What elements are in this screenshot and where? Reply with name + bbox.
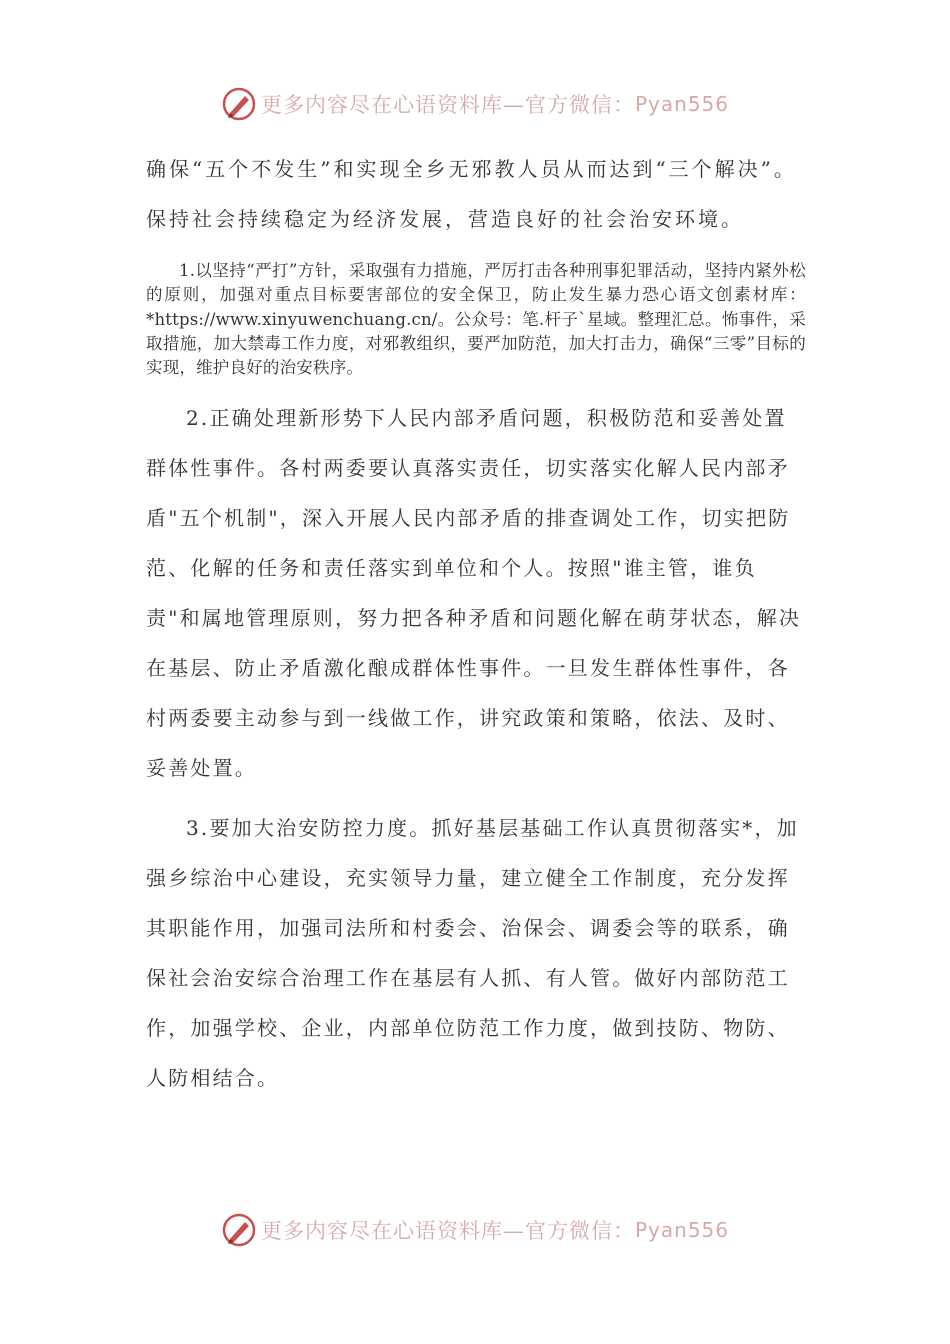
header-banner: [0, 86, 950, 122]
pen-logo-icon: [221, 1212, 257, 1248]
paragraph-item-3: 3.要加大治安防控力度。抓好基层基础工作认真贯彻落实*，加强乡综治中心建设，充实领导力量，建立健全工作制度，充分发挥其职能作用，加强司法所和村委会、治保会、调委会等的联系，确保社会治安综合治理工作在基层有人抓、有人管。做好内部防范工作，加强学校、企业，内部单位防范工作力度，做到技防、物防、人防相结合。: [146, 816, 799, 1090]
footer-banner: [0, 1212, 950, 1248]
footer-banner-text: 更多内容尽在心语资料库—官方微信：: [260, 1219, 635, 1243]
paragraph-intro: 确保“五个不发生”和实现全乡无邪教人员从而达到“三个解决”。保持社会持续稳定为经济发展，营造良好的社会治安环境。: [146, 157, 797, 231]
pen-logo-icon: [221, 86, 257, 122]
header-banner-id: Pyan556: [634, 92, 729, 116]
footer-banner-id: Pyan556: [634, 1218, 729, 1242]
header-banner-text: 更多内容尽在心语资料库—官方微信：: [260, 93, 635, 117]
paragraph-item-2: 2.正确处理新形势下人民内部矛盾问题，积极防范和妥善处置群体性事件。各村两委要认真落实责任，切实落实化解人民内部矛盾"五个机制"，深入开展人民内部矛盾的排查调处工作，切实把防范、化解的任务和责任落实到单位和个人。按照"谁主管，谁负责"和属地管理原则，努力把各种矛盾和问题化解在萌芽状态，解决在基层、防止矛盾激化酿成群体性事件。一旦发生群体性事件，各村两委要主动参与到一线做工作，讲究政策和策略，依法、及时、妥善处置。: [146, 406, 802, 780]
paragraph-item-1: 1.以坚持“严打”方针，采取强有力措施，严厉打击各种刑事犯罪活动，坚持内紧外松的原则，加强对重点目标要害部位的安全保卫，防止发生暴力恐心语文创素材库：*https://www.xinyuwenchuang.cn/。公众号：笔.杆子`星域。整理汇总。怖事件，采取措施，加大禁毒工作力度，对邪教组织，要严加防范，加大打击力，确保“三零”目标的实现，维护良好的治安秩序。: [146, 261, 806, 378]
